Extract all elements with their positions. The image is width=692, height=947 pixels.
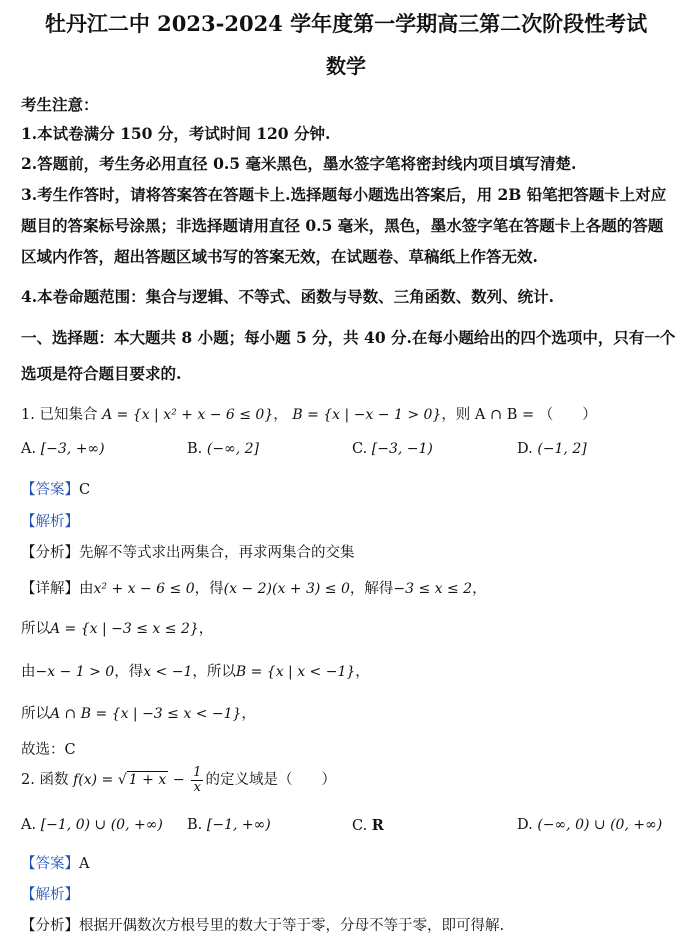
q2-fx: f(x) = <box>73 772 114 789</box>
notice-line-2: 2.答题前，考生务必用直径 0.5 毫米黑色，墨水签字笔将密封线内项目填写清楚. <box>21 154 577 173</box>
notice-line-4: 题目的答案标号涂黑；非选择题请用直径 0.5 毫米，黑色，墨水签字笔在答题卡上各题的答题 <box>21 216 664 235</box>
subject-title: 数学 <box>326 54 366 78</box>
q1-answer <box>21 478 90 499</box>
q1-option-a: A. [−3, +∞) <box>21 441 105 457</box>
q2-fraction <box>191 766 203 794</box>
notice-line-5: 区域内作答，超出答题区域书写的答案无效，在试题卷、草稿纸上作答无效. <box>21 247 538 266</box>
q2-fenxi <box>21 914 504 935</box>
q2-stem <box>21 766 336 794</box>
q2-frac-num: 1 <box>193 765 202 780</box>
q2-option-b: B. [−1, +∞) <box>187 817 271 833</box>
q1-option-c: C. [−3, −1) <box>352 441 433 457</box>
exam-title: 牡丹江二中 2023-2024 学年度第一学期高三第二次阶段性考试 <box>44 11 648 36</box>
q2-answer <box>21 852 89 873</box>
q2-option-c: C. R <box>352 817 384 834</box>
q1-stem-prefix: 1. 已知集合 <box>21 407 98 423</box>
q2-option-d: D. (−∞, 0) ∪ (0, +∞) <box>517 817 663 833</box>
q2-answer-value: A <box>79 856 90 872</box>
q2-fenxi-tag: 【分析】 <box>21 918 79 934</box>
q1-stem <box>21 403 597 424</box>
q2-stem-prefix: 2. 函数 <box>21 772 69 789</box>
q2-sqrt-sign: √ <box>117 772 127 789</box>
q2-frac-den: x <box>193 779 201 795</box>
q1-fenxi <box>21 541 355 562</box>
q1-answer-tag: 【答案】 <box>21 482 79 498</box>
notice-line-3: 3.考生作答时，请将答案答在答题卡上.选择题每小题选出答案后，用 2B 铅笔把答题卡上对应 <box>21 185 667 204</box>
q1-answer-value: C <box>79 482 91 498</box>
q1-stem-suffix: ，则 A ∩ B = （ ） <box>441 407 597 423</box>
q2-option-a: A. [−1, 0) ∪ (0, +∞) <box>21 817 163 833</box>
notice-line-6: 4.本卷命题范围：集合与逻辑、不等式、函数与导数、三角函数、数列、统计. <box>21 287 555 306</box>
q1-option-b: B. (−∞, 2] <box>187 441 259 457</box>
q1-set-a: A = {x | x² + x − 6 ≤ 0} <box>102 407 274 423</box>
q1-analysis-tag: 【解析】 <box>21 514 79 530</box>
q1-sep: ， <box>273 407 288 423</box>
q1-fenxi-tag: 【分析】 <box>21 545 79 561</box>
section-heading-line-2: 选项是符合题目要求的. <box>21 364 182 383</box>
notice-heading: 考生注意： <box>21 95 99 114</box>
q1-fenxi-text: 先解不等式求出两集合，再求两集合的交集 <box>79 545 355 561</box>
q1-detail-line-1: 【详解】由x² + x − 6 ≤ 0，得(x − 2)(x + 3) ≤ 0，解得−3 ≤ x ≤ 2， <box>21 581 487 597</box>
q1-choose: 故选：C <box>21 742 76 758</box>
section-heading-line-1: 一、选择题：本大题共 8 小题；每小题 5 分，共 40 分.在每小题给出的四个选项中，只有一个 <box>21 328 676 347</box>
q1-detail-line-4: 所以A ∩ B = {x | −3 ≤ x < −1}， <box>21 706 256 722</box>
q1-option-d: D. (−1, 2] <box>517 441 587 457</box>
q2-fenxi-text: 根据开偶数次方根号里的数大于等于零，分母不等于零，即可得解. <box>79 918 505 934</box>
notice-line-1: 1.本试卷满分 150 分，考试时间 120 分钟. <box>21 124 331 143</box>
q2-answer-tag: 【答案】 <box>21 856 79 872</box>
q1-detail-line-3: 由−x − 1 > 0，得x < −1，所以B = {x | x < −1}， <box>21 664 370 680</box>
q2-minus: − <box>172 772 185 789</box>
q2-analysis-tag: 【解析】 <box>21 887 79 903</box>
q1-detail-line-2: 所以A = {x | −3 ≤ x ≤ 2}， <box>21 621 214 637</box>
q2-stem-suffix: 的定义域是（ ） <box>205 772 336 789</box>
q2-sqrt-content: 1 + x <box>128 772 167 789</box>
q1-set-b: B = {x | −x − 1 > 0} <box>292 407 442 423</box>
